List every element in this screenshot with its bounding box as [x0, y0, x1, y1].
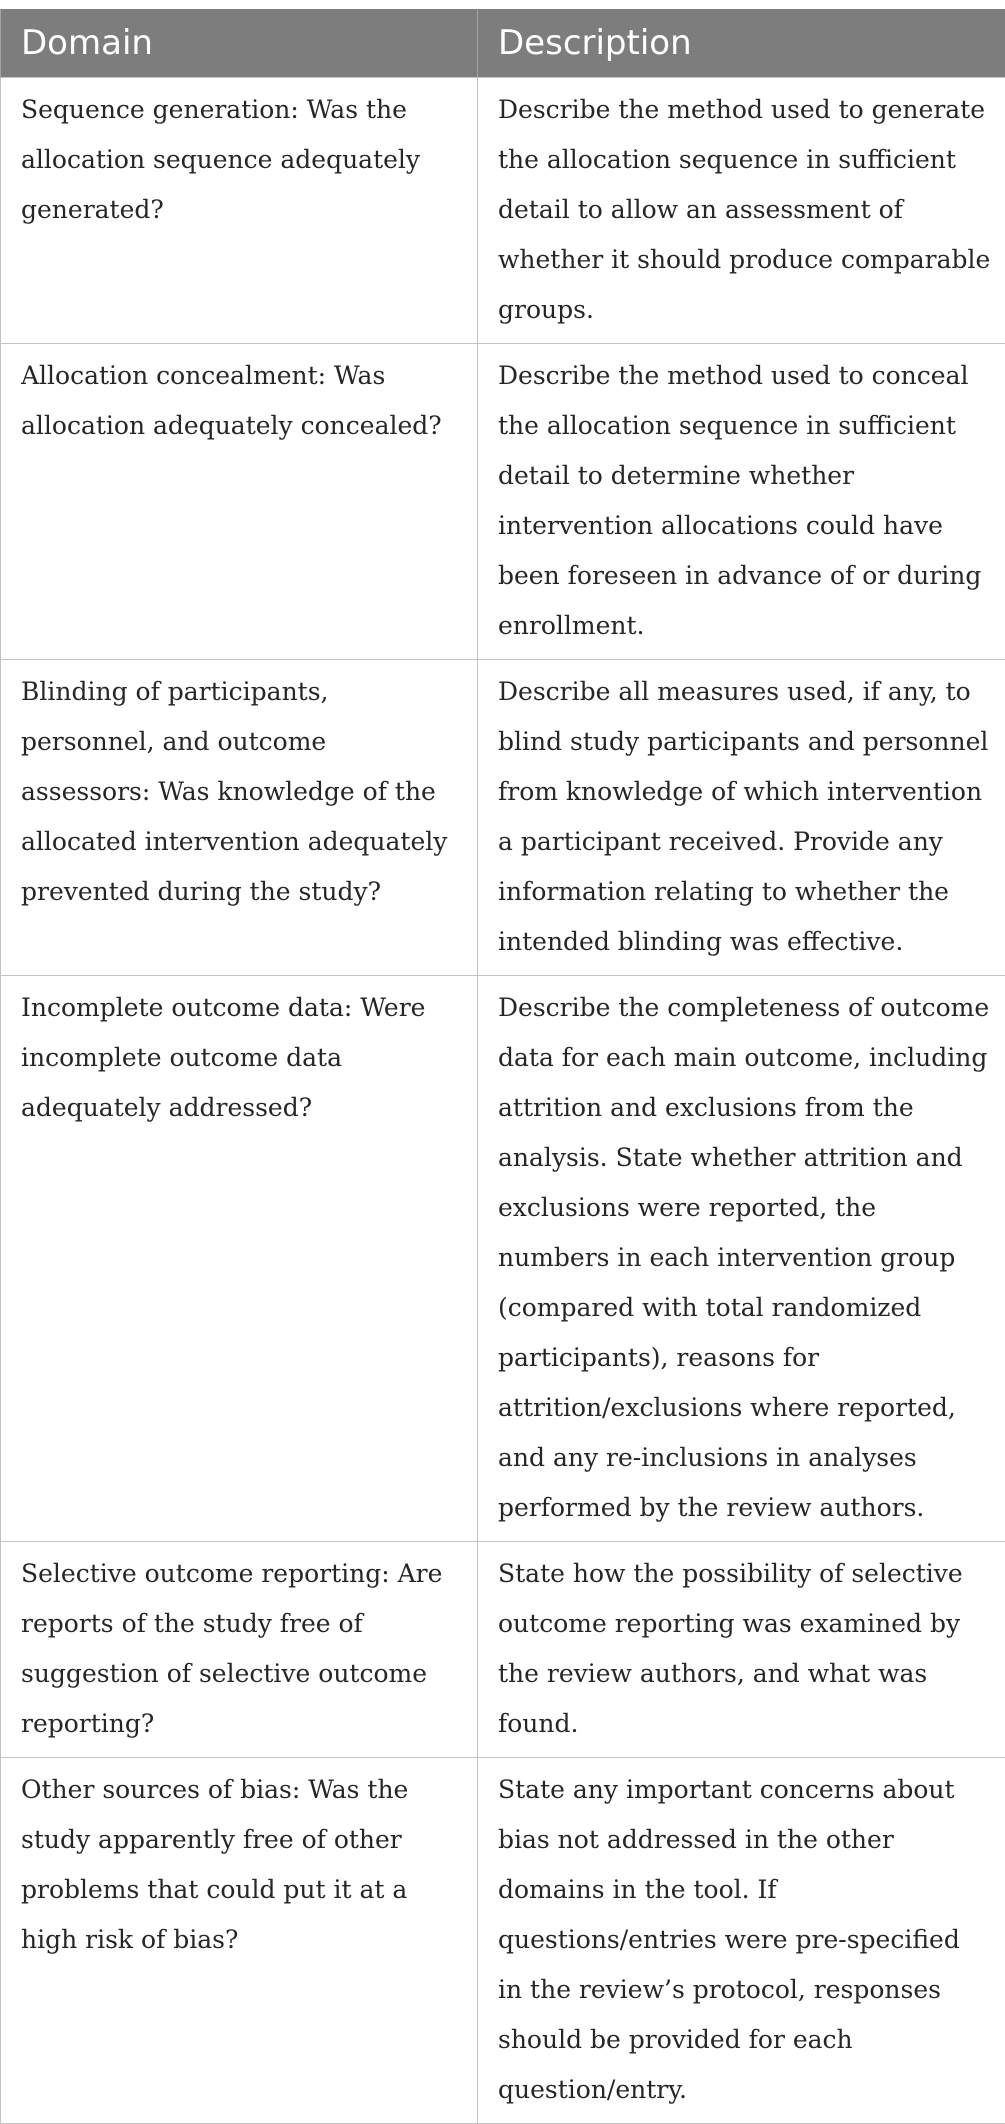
risk-of-bias-table: [0, 9, 1005, 2124]
header-row: [1, 9, 1005, 77]
domain-cell: Sequence generation: Was the allocation sequence adequately generated?: [1, 77, 478, 343]
domain-cell: Other sources of bias: Was the study apparently free of other problems that could put it at a high risk of bias?: [1, 1757, 478, 2123]
risk-of-bias-table-container: [0, 9, 1005, 2124]
table-row: [1, 659, 1005, 975]
table-body: [1, 77, 1005, 2123]
description-cell: Describe the method used to generate the allocation sequence in sufficient detail to allow an assessment of whether it should produce comparable groups.: [478, 77, 1005, 343]
domain-cell: Blinding of participants, personnel, and outcome assessors: Was knowledge of the allocated intervention adequately prevented during the study?: [1, 659, 478, 975]
domain-cell: Incomplete outcome data: Were incomplete outcome data adequately addressed?: [1, 975, 478, 1541]
description-cell: Describe all measures used, if any, to blind study participants and personnel from knowledge of which intervention a participant received. Provide any information relating to whether the intended blinding was effective.: [478, 659, 1005, 975]
table-row: [1, 1541, 1005, 1757]
column-header-domain: Domain: [1, 9, 478, 77]
description-cell: Describe the completeness of outcome data for each main outcome, including attrition and exclusions from the analysis. State whether attrition and exclusions were reported, the numbers in each intervention group (compared with total randomized participants), reasons for attrition/exclusions where reported, and any re-inclusions in analyses performed by the review authors.: [478, 975, 1005, 1541]
table-row: [1, 1757, 1005, 2123]
description-cell: State any important concerns about bias not addressed in the other domains in the tool. If questions/entries were pre-specified in the review’s protocol, responses should be provided for each question/entry.: [478, 1757, 1005, 2123]
domain-cell: Allocation concealment: Was allocation adequately concealed?: [1, 343, 478, 659]
column-header-description: Description: [478, 9, 1005, 77]
table-row: [1, 77, 1005, 343]
domain-cell: Selective outcome reporting: Are reports of the study free of suggestion of selective outcome reporting?: [1, 1541, 478, 1757]
table-header: [1, 9, 1005, 77]
description-cell: Describe the method used to conceal the allocation sequence in sufficient detail to determine whether intervention allocations could have been foreseen in advance of or during enrollment.: [478, 343, 1005, 659]
table-row: [1, 975, 1005, 1541]
description-cell: State how the possibility of selective outcome reporting was examined by the review authors, and what was found.: [478, 1541, 1005, 1757]
table-row: [1, 343, 1005, 659]
